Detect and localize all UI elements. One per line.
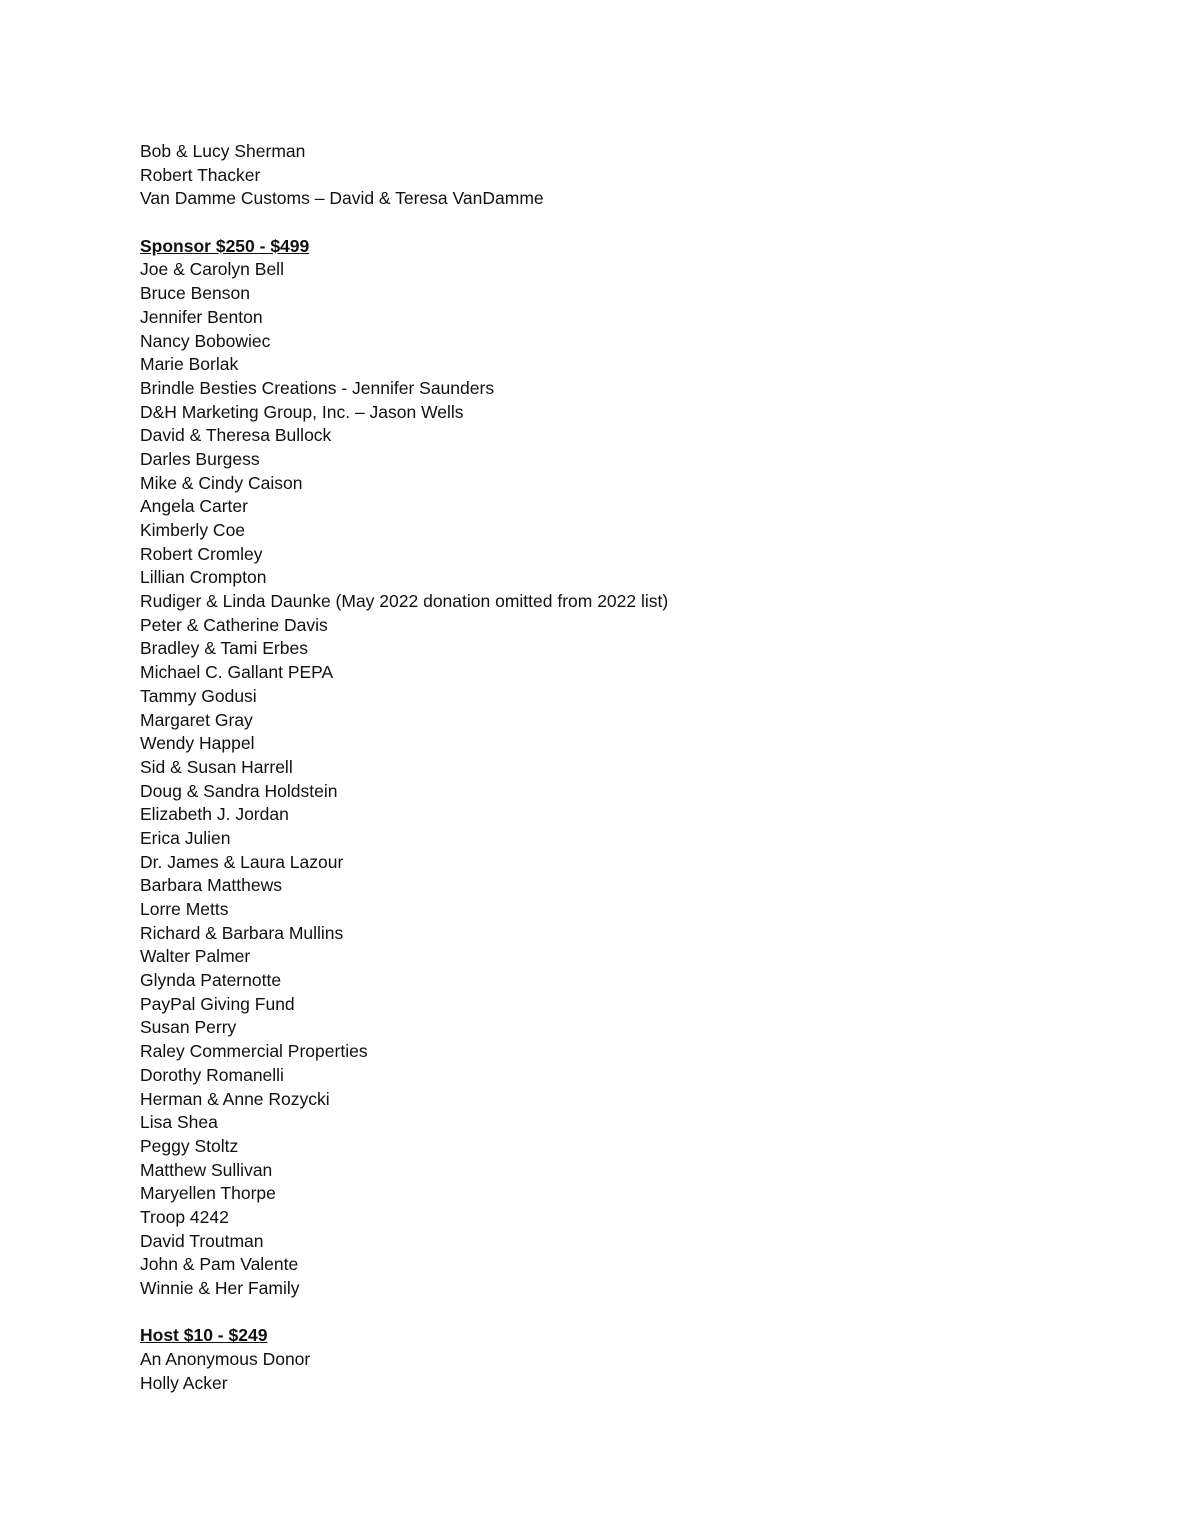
list-item: D&H Marketing Group, Inc. – Jason Wells <box>140 401 464 422</box>
sponsor-list <box>140 258 1120 1300</box>
list-item: Kimberly Coe <box>140 520 246 540</box>
list-item: Matthew Sullivan <box>140 1159 273 1180</box>
intro-list <box>140 140 1120 211</box>
list-item: Dorothy Romanelli <box>140 1064 284 1085</box>
list-item: Van Damme Customs – David & Teresa VanDamme <box>140 188 544 209</box>
list-item: Peter & Catherine Davis <box>140 614 328 635</box>
list-item: Bradley & Tami Erbes <box>140 638 308 659</box>
list-item: An Anonymous Donor <box>140 1349 311 1370</box>
list-item: Lorre Metts <box>140 899 229 919</box>
list-item: Michael C. Gallant PEPA <box>140 662 334 683</box>
list-item: Holly Acker <box>140 1372 228 1393</box>
list-item: Margaret Gray <box>140 709 253 730</box>
list-item: Sid & Susan Harrell <box>140 756 293 777</box>
host-list <box>140 1348 1120 1395</box>
host-heading: Host $10 - $249 <box>140 1325 268 1346</box>
list-item: Glynda Paternotte <box>140 970 282 991</box>
list-item: John & Pam Valente <box>140 1254 299 1275</box>
list-item: Elizabeth J. Jordan <box>140 804 289 825</box>
list-item: Robert Thacker <box>140 164 261 185</box>
document-page <box>140 140 1120 1395</box>
list-item: Tammy Godusi <box>140 685 257 706</box>
list-item: Herman & Anne Rozycki <box>140 1088 330 1109</box>
list-item: Walter Palmer <box>140 946 251 967</box>
list-item: Darles Burgess <box>140 448 260 469</box>
list-item: Rudiger & Linda Daunke (May 2022 donation omitted from 2022 list) <box>140 591 669 612</box>
list-item: Richard & Barbara Mullins <box>140 922 344 943</box>
list-item: Marie Borlak <box>140 354 239 375</box>
list-item: Troop 4242 <box>140 1206 229 1227</box>
list-item: Wendy Happel <box>140 733 255 754</box>
list-item: Barbara Matthews <box>140 875 283 896</box>
list-item: Maryellen Thorpe <box>140 1183 276 1204</box>
list-item: PayPal Giving Fund <box>140 993 295 1014</box>
list-item: Susan Perry <box>140 1017 237 1038</box>
list-item: David Troutman <box>140 1230 264 1251</box>
section-gap <box>140 211 1120 235</box>
list-item: Winnie & Her Family <box>140 1278 300 1298</box>
list-item: Raley Commercial Properties <box>140 1041 368 1062</box>
list-item: Mike & Cindy Caison <box>140 472 303 493</box>
list-item: Lisa Shea <box>140 1112 218 1133</box>
sponsor-heading: Sponsor $250 - $499 <box>140 235 310 256</box>
list-item: Bruce Benson <box>140 283 250 304</box>
list-item: Brindle Besties Creations - Jennifer Saunders <box>140 377 495 398</box>
list-item: Bob & Lucy Sherman <box>140 141 306 161</box>
list-item: Jennifer Benton <box>140 306 263 327</box>
list-item: Angela Carter <box>140 496 248 517</box>
list-item: Joe & Carolyn Bell <box>140 259 284 280</box>
list-item: Doug & Sandra Holdstein <box>140 780 338 801</box>
list-item: David & Theresa Bullock <box>140 425 332 446</box>
list-item: Erica Julien <box>140 827 231 848</box>
section-gap <box>140 1301 1120 1325</box>
list-item: Robert Cromley <box>140 543 263 564</box>
list-item: Dr. James & Laura Lazour <box>140 851 344 872</box>
list-item: Peggy Stoltz <box>140 1135 239 1156</box>
list-item: Nancy Bobowiec <box>140 330 271 351</box>
list-item: Lillian Crompton <box>140 567 267 588</box>
